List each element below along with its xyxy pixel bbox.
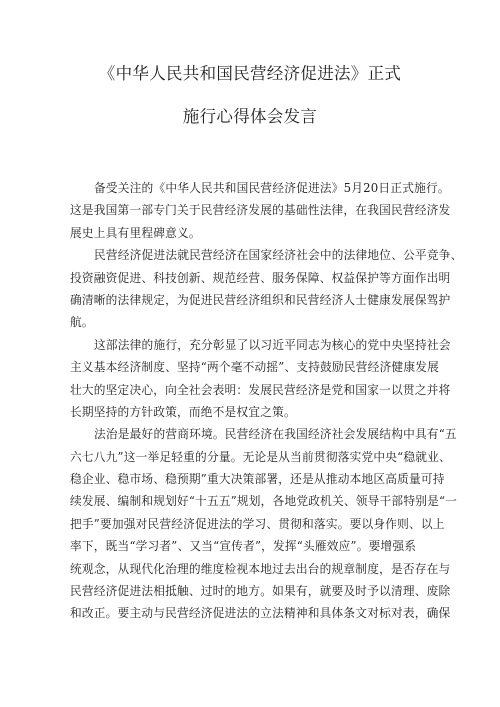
paragraph-line: 六七八九”这一举足轻重的分量。无论是从当前贯彻落实党中央“稳就业、 [70,449,451,464]
paragraph-line: 和改正。要主动与民营经济促进法的立法精神和具体条文对标对表，确保 [70,606,451,621]
paragraph-line: 把手”要加强对民营经济促进法的学习、贯彻和落实。要以身作则、以上 [70,516,445,531]
body-paragraph [70,423,458,625]
document-title-line-1: 《中华人民共和国民营经济促进法》正式 [98,64,402,83]
paragraph-line: 备受关注的《中华人民共和国民营经济促进法》5月20日正式施行。 [94,181,450,195]
body-paragraph [70,177,451,244]
paragraph-line: 长期坚持的方针政策，而绝不是权宜之策。 [70,404,296,419]
paragraph-line: 这部法律的施行，充分彰显了以习近平同志为核心的党中央坚持社会 [94,337,451,352]
paragraph-line: 航。 [70,315,94,330]
paragraph-line: 展史上具有里程碑意义。 [70,225,201,240]
paragraph-line: 民营经济促进法就民营经济在国家经济社会中的法律地位、公平竞争、 [94,248,463,263]
paragraph-line: 投资融资促进、科技创新、规范经营、服务保障、权益保护等方面作出明 [70,270,451,285]
paragraph-line: 法治是最好的营商环境。民营经济在我国经济社会发展结构中具有“五 [94,427,457,442]
paragraph-line: 统观念，从现代化治理的维度检视本地过去出台的规章制度，是否存在与 [70,561,451,576]
paragraph-line: 壮大的坚定决心，向全社会表明：发展民营经济是党和国家一以贯之并将 [70,382,451,397]
paragraph-line: 续发展、编制和规划好“十五五”规划，各地党政机关、领导干部特别是“一 [70,494,458,509]
body-paragraph [70,334,451,424]
paragraph-line: 民营经济促进法相抵触、过时的地方。如果有，就要及时予以清理、废除 [70,584,451,599]
document-title-line-2: 施行心得体会发言 [182,107,318,126]
paragraph-line: 主义基本经济制度、坚持“两个毫不动摇”、支持鼓励民营经济健康发展 [70,360,439,375]
document-body [70,177,463,625]
body-paragraph [70,244,463,334]
paragraph-line: 这是我国第一部专门关于民营经济发展的基础性法律，在我国民营经济发 [70,203,451,218]
paragraph-line: 确清晰的法律规定，为促进民营经济组织和民营经济人士健康发展保驾护 [70,292,451,307]
paragraph-line: 率下，既当“学习者”、又当“宣传者”，发挥“头雁效应”。要增强系 [70,539,417,554]
paragraph-line: 稳企业、稳市场、稳预期”重大决策部署，还是从推动本地区高质量可持 [70,472,445,487]
